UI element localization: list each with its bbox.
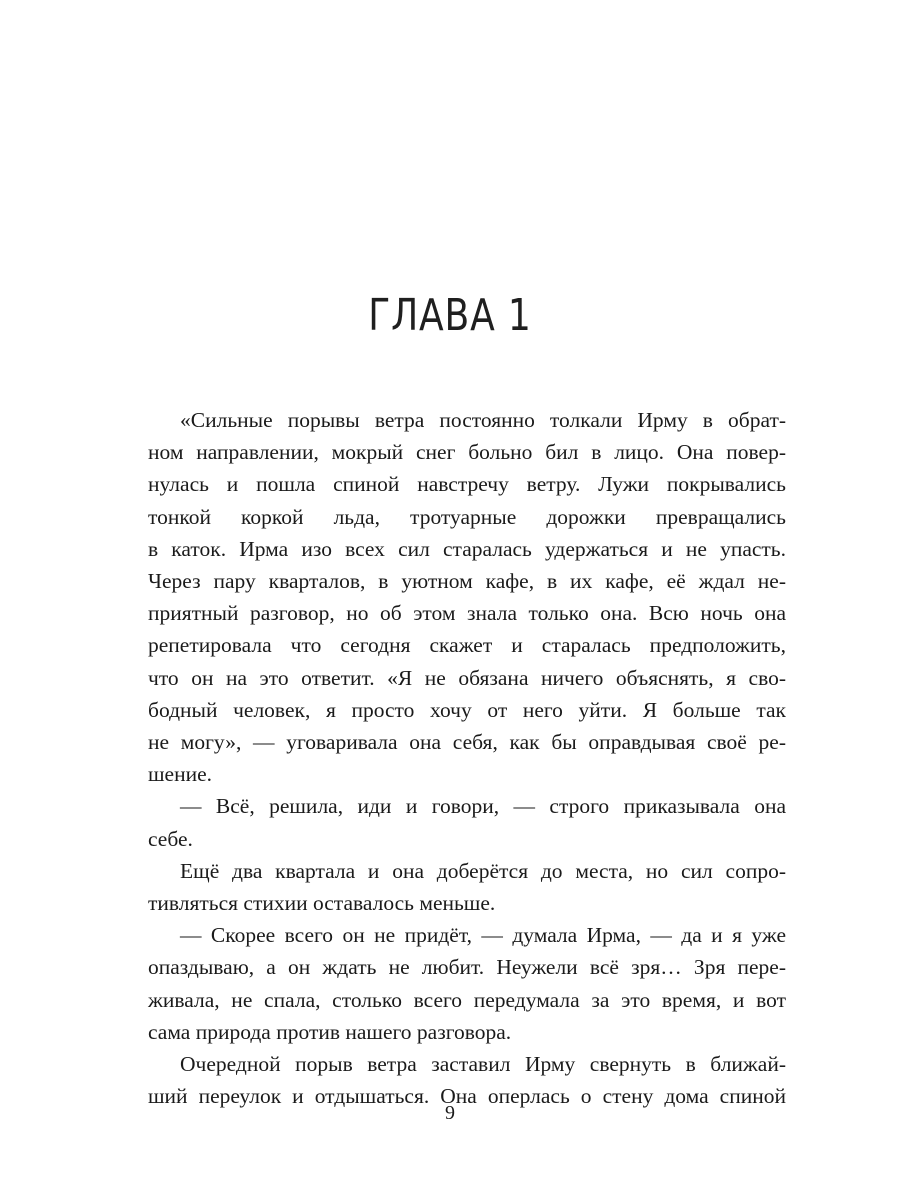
text-line: живала, не спала, столько всего передумала за это время, и вот	[148, 987, 786, 1012]
text-line: — Скорее всего он не придёт, — думала Ирма, — да и я уже	[180, 923, 786, 948]
text-line: Очередной порыв ветра заставил Ирму свернуть в ближай-	[180, 1052, 786, 1077]
text-line: опаздываю, а он ждать не любит. Неужели всё зря… Зря пере-	[148, 955, 786, 980]
text-line: ший переулок и отдышаться. Она оперлась о стену дома спиной	[148, 1084, 786, 1109]
page-number: 9	[445, 1102, 455, 1124]
text-line: репетировала что сегодня скажет и старалась предположить,	[148, 633, 786, 658]
text-line: тонкой коркой льда, тротуарные дорожки превращались	[148, 504, 786, 529]
text-line: нулась и пошла спиной навстречу ветру. Лужи покрывались	[148, 472, 786, 497]
text-line: ном направлении, мокрый снег больно бил в лицо. Она повер-	[148, 440, 786, 465]
text-line: себе.	[148, 826, 193, 851]
chapter-text	[148, 404, 786, 1112]
text-line: что он на это ответит. «Я не обязана ничего объяснять, я сво-	[148, 665, 786, 690]
text-line: Через пару кварталов, в уютном кафе, в их кафе, её ждал не-	[148, 569, 786, 594]
chapter-title: ГЛАВА 1	[368, 290, 532, 341]
text-line: — Всё, решила, иди и говори, — строго приказывала она	[180, 794, 786, 819]
text-line: тивляться стихии оставалось меньше.	[148, 891, 496, 916]
text-line: Ещё два квартала и она доберётся до места, но сил сопро-	[180, 858, 786, 883]
text-line: шение.	[148, 762, 213, 787]
text-line: не могу», — уговаривала она себя, как бы оправдывая своё ре-	[148, 730, 786, 755]
text-line: бодный человек, я просто хочу от него уйти. Я больше так	[148, 697, 786, 722]
text-line: в каток. Ирма изо всех сил старалась удержаться и не упасть.	[148, 536, 786, 561]
text-line: сама природа против нашего разговора.	[148, 1019, 512, 1044]
text-line: «Сильные порывы ветра постоянно толкали Ирму в обрат-	[180, 408, 786, 432]
text-line: приятный разговор, но об этом знала только она. Всю ночь она	[148, 601, 786, 626]
